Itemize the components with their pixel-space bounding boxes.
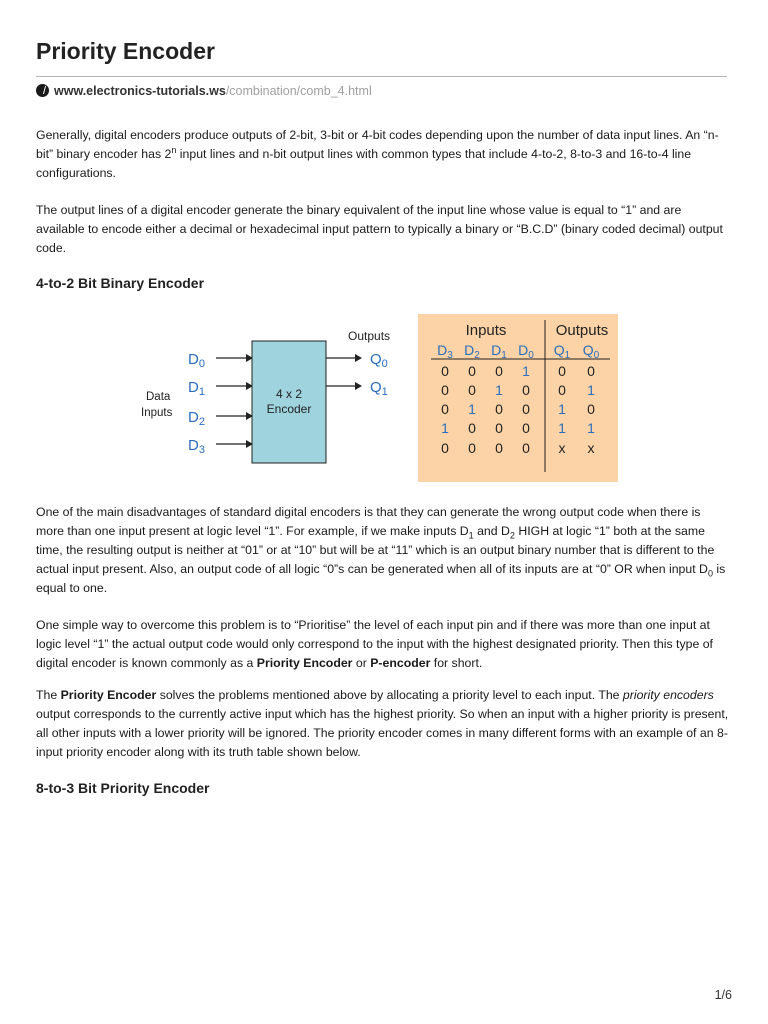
truth-table-cell: 0 (468, 363, 476, 379)
column-header-d1: $D_1$ (491, 342, 507, 361)
truth-table-cell: 1 (468, 401, 476, 417)
truth-table-cell: 0 (558, 382, 566, 398)
column-header-q1: $Q_1$ (553, 342, 571, 361)
truth-table-cell: 1 (587, 420, 595, 436)
truth-table-cell: 1 (558, 420, 566, 436)
truth-table-background (418, 314, 618, 482)
truth-table-cell: 1 (587, 382, 595, 398)
truth-table-cell: 0 (587, 401, 595, 417)
heading-4to2: 4-to-2 Bit Binary Encoder (36, 275, 205, 291)
truth-table-cell: 0 (558, 363, 566, 379)
truth-table-cell: 0 (495, 420, 503, 436)
truth-table-cell: 0 (522, 420, 530, 436)
truth-table-outputs-header: Outputs (555, 322, 609, 339)
paragraph-priority-encoder: The Priority Encoder solves the problems mentioned above by allocating a priority level to each input. The priority encoders output corresponds to the currently active input which has the highest priority. So when an input with a higher priority is present, all other inputs with a lower priority will be ignored. The priority encoder comes in many different forms with an example of an 8-input priority encoder along with its truth table shown below. (36, 688, 729, 759)
truth-table-cell: 0 (587, 363, 595, 379)
inputs-label: Inputs (141, 407, 173, 419)
truth-table-cell: 0 (468, 440, 476, 456)
title-divider (36, 76, 727, 77)
paragraph-output-lines: The output lines of a digital encoder generate the binary equivalent of the input line whose value is equal to “1” and are available to encode either a decimal or hexadecimal input pattern to typically a binary or “B.C.D” (binary coded decimal) output code. (36, 203, 723, 255)
page-number: 1/6 (714, 988, 732, 1002)
truth-table-cell: 1 (495, 382, 503, 398)
truth-table-cell: 0 (441, 382, 449, 398)
input-label-d0: $D_0$ (188, 351, 205, 370)
truth-table-cell: 1 (558, 401, 566, 417)
input-label-d3: $D_3$ (188, 437, 205, 456)
block-diagram (141, 329, 390, 463)
block-label-1: 4 x 2 (275, 387, 303, 401)
source-path[interactable]: /combination/comb_4.html (225, 84, 372, 98)
column-header-d0: $D_0$ (518, 342, 534, 361)
output-arrowhead (355, 354, 362, 362)
source-line (36, 84, 372, 98)
paragraph-prioritise: One simple way to overcome this problem is to “Prioritise” the level of each input pin and if there was more than one input at logic level “1” the actual output code would only correspond to the input with the highest designated priority. Then this type of digital encoder is known commonly as a Priority Encoder or P-encoder for short. (36, 618, 713, 670)
truth-table-cell: 1 (522, 363, 530, 379)
output-arrowhead (355, 382, 362, 390)
paragraph-intro: Generally, digital encoders produce outputs of 2-bit, 3-bit or 4-bit codes depending upon the number of data input lines. An “n-bit” binary encoder has 2$^n$ input lines and n-bit output lines with common types that include 4-to-2, 8-to-3 and 16-to-4 line configurations. (36, 128, 719, 180)
truth-table-cell: 0 (468, 420, 476, 436)
truth-table-cell: 0 (441, 401, 449, 417)
truth-table-cell: 0 (522, 401, 530, 417)
output-label-q0: $Q_0$ (370, 351, 388, 370)
paragraph-disadvantages: One of the main disadvantages of standard digital encoders is that they can generate the wrong output code when there is more than one input present at logic level “1”. For example, if we make inputs $D_1$ and $D_2$ HIGH at logic “1” both at the same time, the resulting output is neither at “01” or at “10” but will be at “11” which is an output binary number that is different to the actual input present. Also, an output code of all logic “0”s can be generated when all of its inputs are at “0” OR when input $D_0$ is equal to one. (36, 505, 726, 595)
truth-table-cell: 0 (522, 440, 530, 456)
outputs-label: Outputs (348, 329, 391, 343)
truth-table-cell: 0 (468, 382, 476, 398)
truth-table (418, 314, 618, 482)
data-label: Data (146, 391, 171, 403)
truth-table-cell: 0 (495, 363, 503, 379)
input-label-d2: $D_2$ (188, 409, 205, 428)
encoder-figure (136, 312, 626, 484)
column-header-d2: $D_2$ (464, 342, 480, 361)
truth-table-cell: 0 (495, 401, 503, 417)
output-label-q1: $Q_1$ (370, 379, 388, 398)
page-title: Priority Encoder (36, 38, 215, 64)
truth-table-cell: 1 (441, 420, 449, 436)
input-label-d1: $D_1$ (188, 379, 205, 398)
block-label-2: Encoder (266, 402, 312, 416)
site-logo-icon (36, 84, 49, 97)
source-domain[interactable]: www.electronics-tutorials.ws (54, 84, 226, 98)
truth-table-inputs-header: Inputs (465, 322, 507, 339)
truth-table-cell: x (558, 440, 566, 456)
truth-table-cell: 0 (441, 440, 449, 456)
truth-table-cell: 0 (441, 363, 449, 379)
column-header-q0: $Q_0$ (582, 342, 600, 361)
truth-table-cell: 0 (495, 440, 503, 456)
column-header-d3: $D_3$ (437, 342, 453, 361)
truth-table-cell: x (587, 440, 595, 456)
truth-table-cell: 0 (522, 382, 530, 398)
heading-8to3: 8-to-3 Bit Priority Encoder (36, 780, 210, 796)
